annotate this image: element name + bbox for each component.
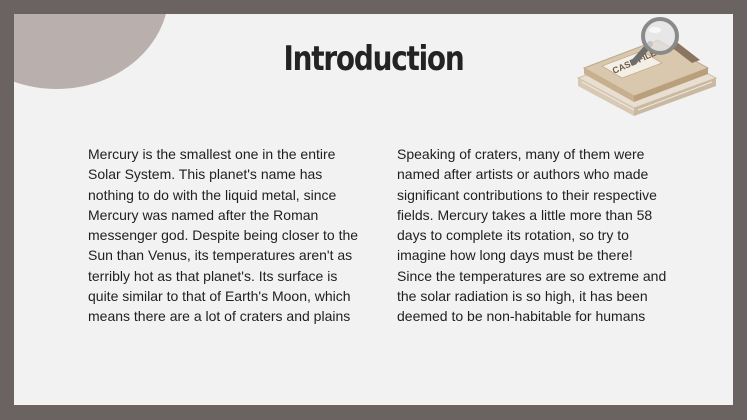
book-with-magnifying-glass-icon [562,16,722,128]
slide [14,14,733,405]
slide-title: Introduction [283,39,464,79]
left-paragraph: Mercury is the smallest one in the entire Solar System. This planet's name has nothing to do with the liquid metal, since Mercury was named after the Roman messenger god. Despite being closer to the Sun than Venus, its temperatures aren't as terribly hot as that planet's. Its surface is quite similar to that of Earth's Moon, which means there are a lot of craters and plains [88,146,359,325]
right-paragraph: Speaking of craters, many of them were named after artists or authors who made significant contributions to their respective fields. Mercury takes a little more than 58 days to complete its rotation, so try to imagine how long days must be there! Since the temperatures are so extreme and the solar radiation is so high, it has been deemed to be non-habitable for humans [397,146,667,325]
book-cover-text: CASE FILE [610,47,658,76]
